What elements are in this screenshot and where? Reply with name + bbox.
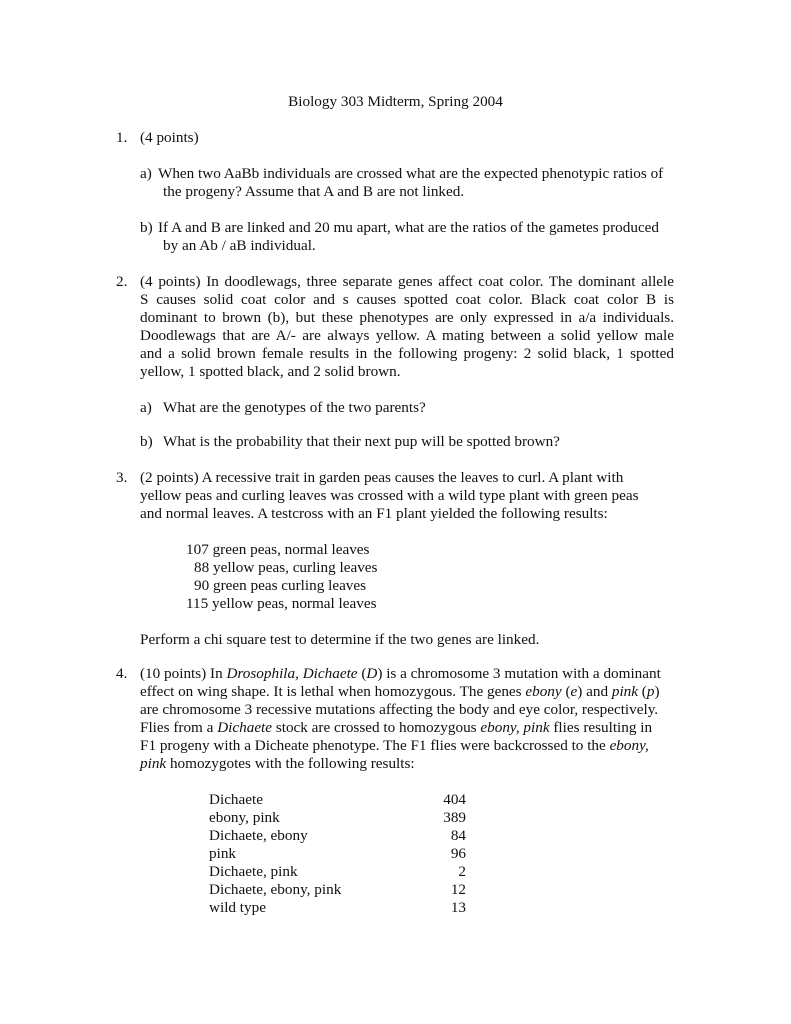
table-row-phenotype: Dichaete, ebony bbox=[209, 827, 308, 844]
q1b-line2: by an Ab / aB individual. bbox=[163, 237, 316, 254]
q1a-line1: When two AaBb individuals are crossed what are the expected phenotypic ratios of bbox=[158, 165, 664, 182]
q2a-label: a) bbox=[140, 399, 152, 416]
q2a-text: What are the genotypes of the two parents? bbox=[163, 399, 426, 416]
q1-header: (4 points) bbox=[140, 129, 199, 146]
q4-line-2: effect on wing shape. It is lethal when homozygous. The genes ebony (e) and pink (p) bbox=[140, 683, 660, 700]
q3-result-1: 107 green peas, normal leaves bbox=[186, 541, 370, 558]
q2b-label: b) bbox=[140, 433, 153, 450]
q4-line-4: Flies from a Dichaete stock are crossed to homozygous ebony, pink flies resulting in bbox=[140, 719, 653, 736]
q3-instruction: Perform a chi square test to determine if the two genes are linked. bbox=[140, 631, 540, 648]
table-row-phenotype: Dichaete, ebony, pink bbox=[209, 881, 342, 898]
q3-result-3: 90 green peas curling leaves bbox=[194, 577, 367, 594]
q4-line-5: F1 progeny with a Dicheate phenotype. The F1 flies were backcrossed to the ebony, bbox=[140, 737, 649, 754]
q3-line-3: and normal leaves. A testcross with an F1 plant yielded the following results: bbox=[140, 505, 608, 522]
table-row-phenotype: wild type bbox=[209, 899, 266, 916]
table-row-count: 12 bbox=[450, 881, 466, 898]
q1a-label: a) bbox=[140, 165, 152, 182]
table-row-count: 2 bbox=[458, 863, 466, 880]
q2-line-4: Doodlewags that are A/- are always yellow. A mating between a solid yellow male bbox=[140, 327, 674, 344]
q4-number: 4. bbox=[116, 665, 128, 682]
q2-line-3: dominant to brown (b), but these phenotypes are only expressed in a/a individuals. bbox=[140, 309, 674, 326]
page-title: Biology 303 Midterm, Spring 2004 bbox=[288, 93, 503, 110]
q2b-text: What is the probability that their next pup will be spotted brown? bbox=[163, 433, 560, 450]
table-row-count: 96 bbox=[450, 845, 466, 862]
q2-line-2: S causes solid coat color and s causes spotted coat color. Black coat color B is bbox=[140, 291, 674, 308]
q1b-label: b) bbox=[140, 219, 153, 236]
q3-line-1: (2 points) A recessive trait in garden peas causes the leaves to curl. A plant with bbox=[140, 469, 624, 486]
q4-line-1: (10 points) In Drosophila, Dichaete (D) is a chromosome 3 mutation with a dominant bbox=[140, 665, 661, 682]
q4-line-6: pink homozygotes with the following results: bbox=[140, 755, 415, 772]
table-row-phenotype: Dichaete bbox=[209, 791, 263, 808]
q1b-line1: If A and B are linked and 20 mu apart, what are the ratios of the gametes produced bbox=[158, 219, 660, 236]
q2-number: 2. bbox=[116, 273, 128, 290]
q2-line-6: yellow, 1 spotted black, and 2 solid brown. bbox=[140, 363, 401, 380]
q1-number: 1. bbox=[116, 129, 128, 146]
table-row-count: 389 bbox=[443, 809, 466, 826]
q3-result-4: 115 yellow peas, normal leaves bbox=[186, 595, 377, 612]
table-row-phenotype: pink bbox=[209, 845, 237, 862]
q3-number: 3. bbox=[116, 469, 128, 486]
q4-line-3: are chromosome 3 recessive mutations affecting the body and eye color, respectively. bbox=[140, 701, 659, 718]
q2-line-1: (4 points) In doodlewags, three separate genes affect coat color. The dominant allele bbox=[140, 273, 674, 290]
q1a-line2: the progeny? Assume that A and B are not linked. bbox=[163, 183, 465, 200]
q3-line-2: yellow peas and curling leaves was crossed with a wild type plant with green peas bbox=[140, 487, 639, 504]
table-row-count: 13 bbox=[450, 899, 466, 916]
table-row-phenotype: Dichaete, pink bbox=[209, 863, 298, 880]
q2-line-5: and a solid brown female results in the following progeny: 2 solid black, 1 spotted bbox=[140, 345, 674, 362]
table-row-phenotype: ebony, pink bbox=[209, 809, 280, 826]
table-row-count: 404 bbox=[443, 791, 466, 808]
table-row-count: 84 bbox=[450, 827, 466, 844]
q3-result-2: 88 yellow peas, curling leaves bbox=[194, 559, 378, 576]
